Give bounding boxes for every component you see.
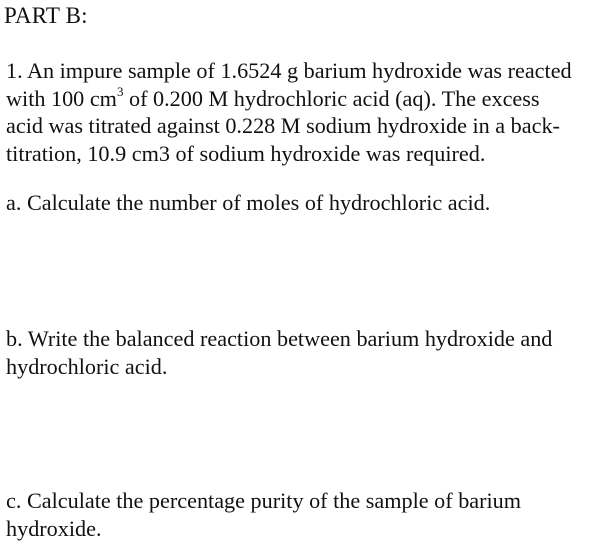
- part-a-line-1: a. Calculate the number of moles of hydrochloric acid.: [6, 190, 491, 215]
- part-b-line-1: b. Write the balanced reaction between barium hydroxide and: [6, 326, 553, 351]
- part-a-text: [6, 189, 598, 217]
- superscript-exponent: 3: [116, 84, 124, 100]
- part-b-text: [6, 325, 598, 380]
- question-1-line-2-end: of 0.200 M hydrochloric acid (aq). The excess: [123, 85, 540, 111]
- question-1-line-3: acid was titrated against 0.228 M sodium hydroxide in a back-: [6, 113, 560, 138]
- part-c-text: [6, 487, 598, 542]
- part-b-line-2: hydrochloric acid.: [6, 353, 168, 379]
- section-heading: PART B:: [4, 3, 88, 28]
- question-1-line-1: 1. An impure sample of 1.6524 g barium hydroxide was reacted: [6, 58, 572, 83]
- question-1-line-2-start: with 100 cm: [6, 85, 117, 111]
- question-1-line-4: titration, 10.9 cm3 of sodium hydroxide was required.: [6, 140, 486, 166]
- question-1-text: [6, 57, 598, 167]
- part-c-line-1: c. Calculate the percentage purity of the sample of barium: [6, 488, 522, 513]
- part-c-line-2: hydroxide.: [6, 515, 102, 541]
- question-1-line-2: [6, 85, 598, 113]
